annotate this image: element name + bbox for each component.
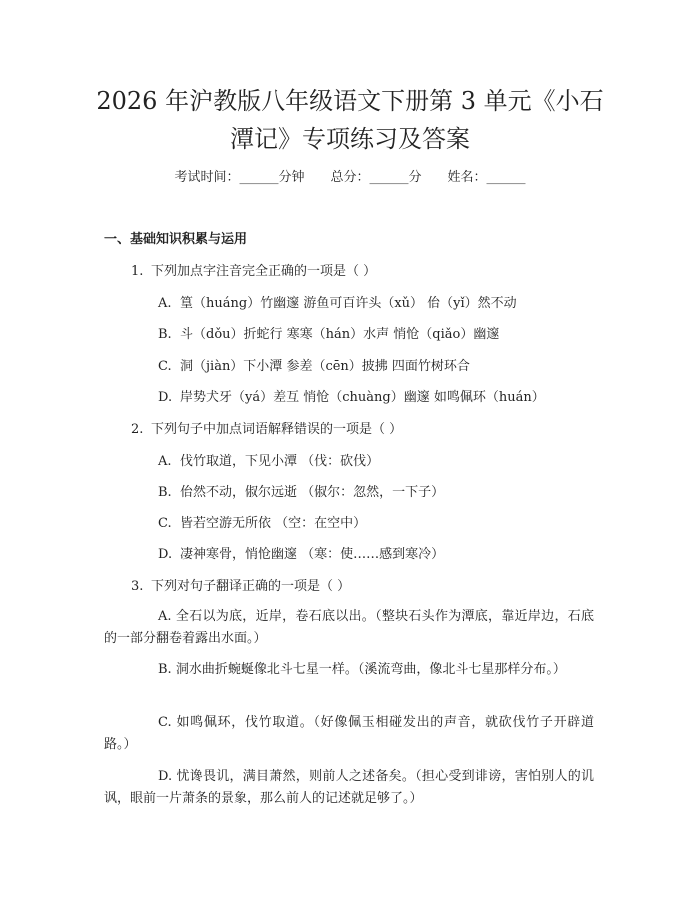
option-text: 洞（jiàn）下小潭 参差（cēn）披拂 四面竹树环合 xyxy=(180,359,470,374)
exam-info xyxy=(0,168,700,188)
question-1-option-b xyxy=(158,325,499,345)
question-3 xyxy=(131,577,350,597)
option-text: 伐竹取道，下见小潭 （伐：砍伐） xyxy=(180,454,380,469)
question-1-option-d xyxy=(158,388,545,408)
section-title: 一、基础知识积累与运用 xyxy=(104,232,248,247)
question-1-option-c xyxy=(158,357,470,377)
option-letter: C. xyxy=(158,516,172,531)
total-score-unit: 分 xyxy=(408,170,422,185)
option-text: 皆若空游无所依 （空：在空中） xyxy=(180,516,367,531)
student-name-label: 姓名： xyxy=(447,170,487,185)
exam-time-field xyxy=(174,168,304,188)
question-1 xyxy=(131,262,376,282)
option-letter: A. xyxy=(158,296,172,311)
question-3-option-d: D. 忧谗畏讥，满目萧然，则前人之述备矣。（担心受到诽谤，害怕别人的讥讽，眼前一片萧条的景象，那么前人的记述就足够了。） xyxy=(104,769,594,806)
option-text: 凄神寒骨，悄怆幽邃 （寒：使……感到寒冷） xyxy=(180,547,445,562)
option-letter: D. xyxy=(158,390,173,405)
option-text: 斗（dǒu）折蛇行 寒寒（hán）水声 悄怆（qiǎo）幽邃 xyxy=(180,327,500,342)
question-2-option-a xyxy=(158,452,379,472)
total-score-label: 总分： xyxy=(330,170,370,185)
question-2-option-b xyxy=(158,483,444,503)
option-text: 佁然不动，俶尔远逝 （俶尔：忽然，一下子） xyxy=(180,485,445,500)
question-number: 3. xyxy=(131,579,144,594)
option-letter: D. xyxy=(158,547,173,562)
question-3-option-b: B. 洞水曲折蜿蜒像北斗七星一样。（溪流弯曲，像北斗七星那样分布。） xyxy=(158,662,566,677)
question-stem: 下列对句子翻译正确的一项是（ ） xyxy=(151,579,351,594)
question-number: 1. xyxy=(131,264,144,279)
option-letter: C. xyxy=(158,359,172,374)
option-letter: B. xyxy=(158,485,172,500)
question-1-option-a xyxy=(158,294,517,314)
total-score-blank: ______ xyxy=(369,170,409,185)
student-name-blank: ______ xyxy=(486,170,526,185)
question-3-option-c: C. 如鸣佩环，伐竹取道。（好像佩玉相碰发出的声音，就砍伐竹子开辟道路。） xyxy=(104,715,594,752)
question-stem: 下列句子中加点词语解释错误的一项是（ ） xyxy=(151,422,403,437)
question-2-option-c xyxy=(158,514,366,534)
option-letter: A. xyxy=(158,454,172,469)
student-name-field xyxy=(448,168,526,188)
question-number: 2. xyxy=(131,422,144,437)
question-2 xyxy=(131,420,402,440)
option-text: 篁（huáng）竹幽邃 游鱼可百许头（xǔ） 佁（yǐ）然不动 xyxy=(180,296,517,311)
document-title: 2026 年沪教版八年级语文下册第 3 单元《小石潭记》专项练习及答案 xyxy=(96,87,604,153)
option-letter: B. xyxy=(158,327,172,342)
question-3-option-a: A. 全石以为底，近岸，卷石底以出。（整块石头作为潭底，靠近岸边，石底的一部分翻卷着露出水面。） xyxy=(104,609,594,646)
exam-time-unit: 分钟 xyxy=(278,170,305,185)
question-2-option-d xyxy=(158,545,444,565)
exam-time-blank: ______ xyxy=(239,170,279,185)
exam-time-label: 考试时间： xyxy=(174,170,240,185)
option-text: 岸势犬牙（yá）差互 悄怆（chuàng）幽邃 如鸣佩环（huán） xyxy=(180,390,545,405)
question-stem: 下列加点字注音完全正确的一项是（ ） xyxy=(151,264,377,279)
total-score-field xyxy=(330,168,421,188)
